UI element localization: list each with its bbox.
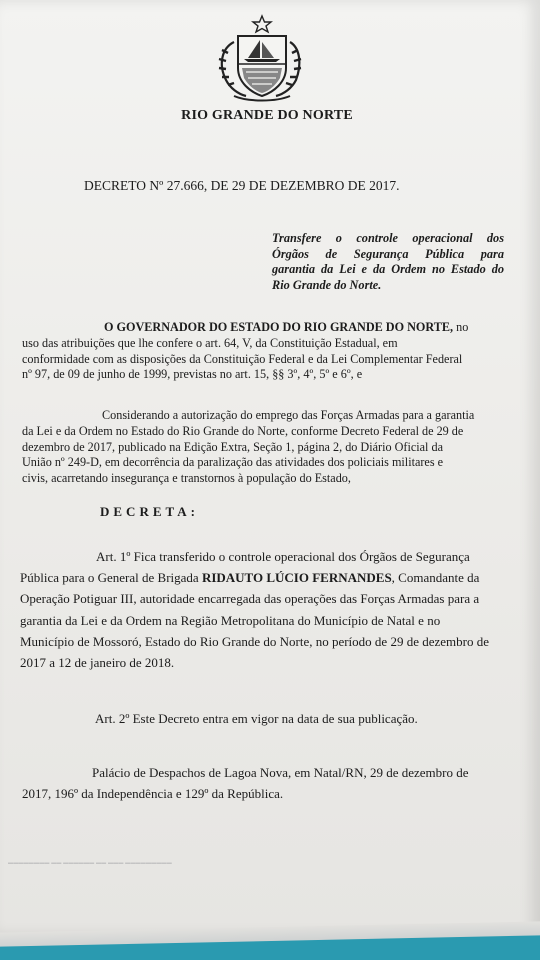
considerando-line: da Lei e da Ordem no Estado do Rio Grande do Norte, conforme Decreto Federal de 29 de [22, 423, 464, 438]
considerando-line: Considerando a autorização do emprego das Forças Armadas para a garantia [102, 408, 475, 422]
preamble-line-end: no [453, 320, 469, 334]
closing-line: Palácio de Despachos de Lagoa Nova, em Natal/RN, 29 de dezembro de [92, 765, 469, 780]
preamble-line: uso das atribuições que lhe confere o art. 64, V, da Constituição Estadual, em [22, 335, 398, 350]
summary-line: Rio Grande do Norte. [272, 277, 382, 292]
preamble-line [22, 320, 506, 336]
summary-line: Órgãos de Segurança Pública para [272, 246, 504, 261]
summary-line: garantia da Lei e da Ordem no Estado do [272, 262, 504, 276]
article-1-line: Município de Mossoró, Estado do Rio Grande do Norte, no período de 29 de dezembro de [20, 633, 489, 649]
decreta-heading: DECRETA: [100, 504, 199, 519]
state-coat-of-arms-icon [204, 12, 304, 104]
article-1-text: Pública para o General de Brigada [20, 570, 202, 586]
state-name-heading: RIO GRANDE DO NORTE [181, 108, 353, 123]
decree-summary [272, 231, 504, 293]
preamble-paragraph [22, 320, 506, 383]
considerando-line: União nº 249-D, em decorrência da paralização das atividades dos policiais militares e [22, 455, 444, 470]
summary-line: Transfere o controle operacional dos [272, 231, 504, 245]
faint-footer-mark: ▬▬▬▬▬▬▬▬ ▬▬ ▬▬▬▬▬▬ ▬▬ ▬▬▬ ▬▬▬▬▬▬▬▬▬ [8, 860, 172, 866]
governor-title: O GOVERNADOR DO ESTADO DO RIO GRANDE DO NORTE, [104, 320, 454, 334]
considerando-paragraph [22, 408, 506, 487]
article-1-text: , Comandante da [391, 570, 480, 586]
article-1-line: Art. 1º Fica transferido o controle operacional dos Órgãos de Segurança [96, 549, 470, 564]
article-1-line [20, 567, 508, 588]
closing-line: 2017, 196º da Independência e 129º da República. [22, 786, 284, 801]
article-1-line: garantia da Lei e da Ordem na Região Metropolitana do Município de Natal e no [20, 612, 441, 628]
article-1-line: 2017 a 12 de janeiro de 2018. [20, 655, 175, 671]
considerando-line: civis, acarretando insegurança e transtornos à população do Estado, [22, 471, 351, 486]
general-name: RIDAUTO LÚCIO FERNANDES [201, 570, 392, 586]
preamble-line: nº 97, de 09 de junho de 1999, previstas no art. 15, §§ 3º, 4º, 5º e 6º, e [22, 367, 363, 382]
article-1-line: Operação Potiguar III, autoridade encarregada das operações das Forças Armadas para a [20, 591, 480, 607]
decree-title: DECRETO Nº 27.666, DE 29 DE DEZEMBRO DE 2017. [84, 178, 400, 193]
article-1 [20, 546, 508, 673]
considerando-line: dezembro de 2017, publicado na Edição Extra, Seção 1, página 2, do Diário Oficial da [22, 439, 443, 454]
article-2: Art. 2º Este Decreto entra em vigor na data de sua publicação. [95, 711, 418, 726]
closing-paragraph [22, 762, 512, 804]
preamble-line: conformidade com as disposições da Constituição Federal e da Lei Complementar Federal [22, 351, 463, 366]
